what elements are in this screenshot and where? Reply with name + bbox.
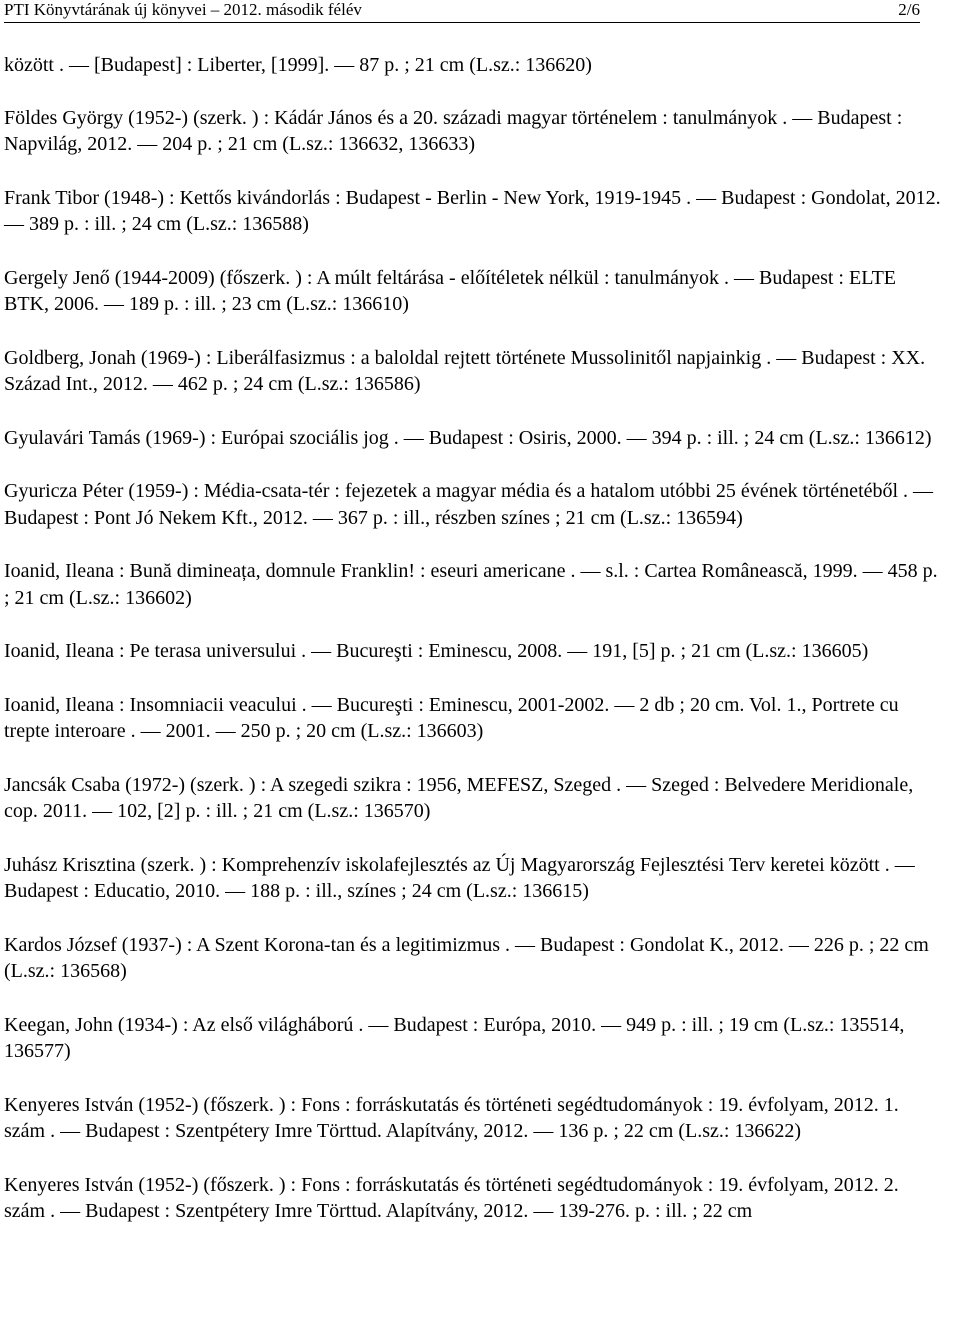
- catalog-entry: Ioanid, Ileana : Insomniacii veacului . — Bucureşti : Eminescu, 2001-2002. — 2 db ; 20 cm. Vol. 1., Portrete cu trepte interoare . — 2001. — 250 p. ; 20 cm (L.sz.: 136603): [4, 693, 899, 742]
- catalog-entry: Kenyeres István (1952-) (főszerk. ) : Fons : forráskutatás és történeti segédtudományok : 19. évfolyam, 2012. 2. szám . — Budapest : Szentpétery Imre Törttud. Alapítvány, 2012. — 139-276. p. : ill. ; 22 cm: [4, 1173, 899, 1222]
- catalog-entry: között . — [Budapest] : Liberter, [1999]. — 87 p. ; 21 cm (L.sz.: 136620): [4, 54, 592, 76]
- catalog-entry: Földes György (1952-) (szerk. ) : Kádár János és a 20. századi magyar történelem : tanulmányok . — Budapest : Napvilág, 2012. — 204 p. ; 21 cm (L.sz.: 136632, 136633): [4, 106, 903, 155]
- header-title: PTI Könyvtárának új könyvei – 2012. második félév: [4, 0, 362, 19]
- catalog-entry: Jancsák Csaba (1972-) (szerk. ) : A szegedi szikra : 1956, MEFESZ, Szeged . — Szeged : Belvedere Meridionale, cop. 2011. — 102, [2] p. : ill. ; 21 cm (L.sz.: 136570): [4, 773, 914, 822]
- catalog-entry: Ioanid, Ileana : Pe terasa universului . — Bucureşti : Eminescu, 2008. — 191, [5] p. ; 21 cm (L.sz.: 136605): [4, 640, 869, 662]
- catalog-entry: Keegan, John (1934-) : Az első világháború . — Budapest : Európa, 2010. — 949 p. : ill. ; 19 cm (L.sz.: 135514, 136577): [4, 1013, 905, 1062]
- catalog-entry: Kardos József (1937-) : A Szent Korona-tan és a legitimizmus . — Budapest : Gondolat K., 2012. — 226 p. ; 22 cm (L.sz.: 136568): [4, 933, 929, 982]
- catalog-entries: [4, 52, 944, 1252]
- catalog-entry: Juhász Krisztina (szerk. ) : Komprehenzív iskolafejlesztés az Új Magyarország Fejlesztési Terv keretei között . — Budapest : Educatio, 2010. — 188 p. : ill., színes ; 24 cm (L.sz.: 136615): [4, 853, 915, 902]
- catalog-entry: Frank Tibor (1948-) : Kettős kivándorlás : Budapest - Berlin - New York, 1919-1945 . — Budapest : Gondolat, 2012. — 389 p. : ill. ; 24 cm (L.sz.: 136588): [4, 186, 941, 235]
- catalog-entry: Kenyeres István (1952-) (főszerk. ) : Fons : forráskutatás és történeti segédtudományok : 19. évfolyam, 2012. 1. szám . — Budapest : Szentpétery Imre Törttud. Alapítvány, 2012. — 136 p. ; 22 cm (L.sz.: 136622): [4, 1093, 899, 1142]
- catalog-entry: Gyuricza Péter (1959-) : Média-csata-tér : fejezetek a magyar média és a hatalom utóbbi 25 évének történetéből . — Budapest : Pont Jó Nekem Kft., 2012. — 367 p. : ill., részben színes ; 21 cm (L.sz.: 136594): [4, 480, 934, 529]
- catalog-entry: Gergely Jenő (1944-2009) (főszerk. ) : A múlt feltárása - előítéletek nélkül : tanulmányok . — Budapest : ELTE BTK, 2006. — 189 p. : ill. ; 23 cm (L.sz.: 136610): [4, 266, 897, 315]
- catalog-entry: Gyulavári Tamás (1969-) : Európai szociális jog . — Budapest : Osiris, 2000. — 394 p. : ill. ; 24 cm (L.sz.: 136612): [4, 426, 932, 449]
- page-number: 2/6: [898, 0, 920, 19]
- catalog-entry: Goldberg, Jonah (1969-) : Liberálfasizmus : a baloldal rejtett története Mussolinitől napjainkig . — Budapest : XX. Század Int., 2012. — 462 p. ; 24 cm (L.sz.: 136586): [4, 346, 926, 395]
- page-header: [4, 0, 920, 23]
- catalog-entry: Ioanid, Ileana : Bună dimineața, domnule Franklin! : eseuri americane . — s.l. : Cartea Românească, 1999. — 458 p. ; 21 cm (L.sz.: 136602): [4, 560, 938, 609]
